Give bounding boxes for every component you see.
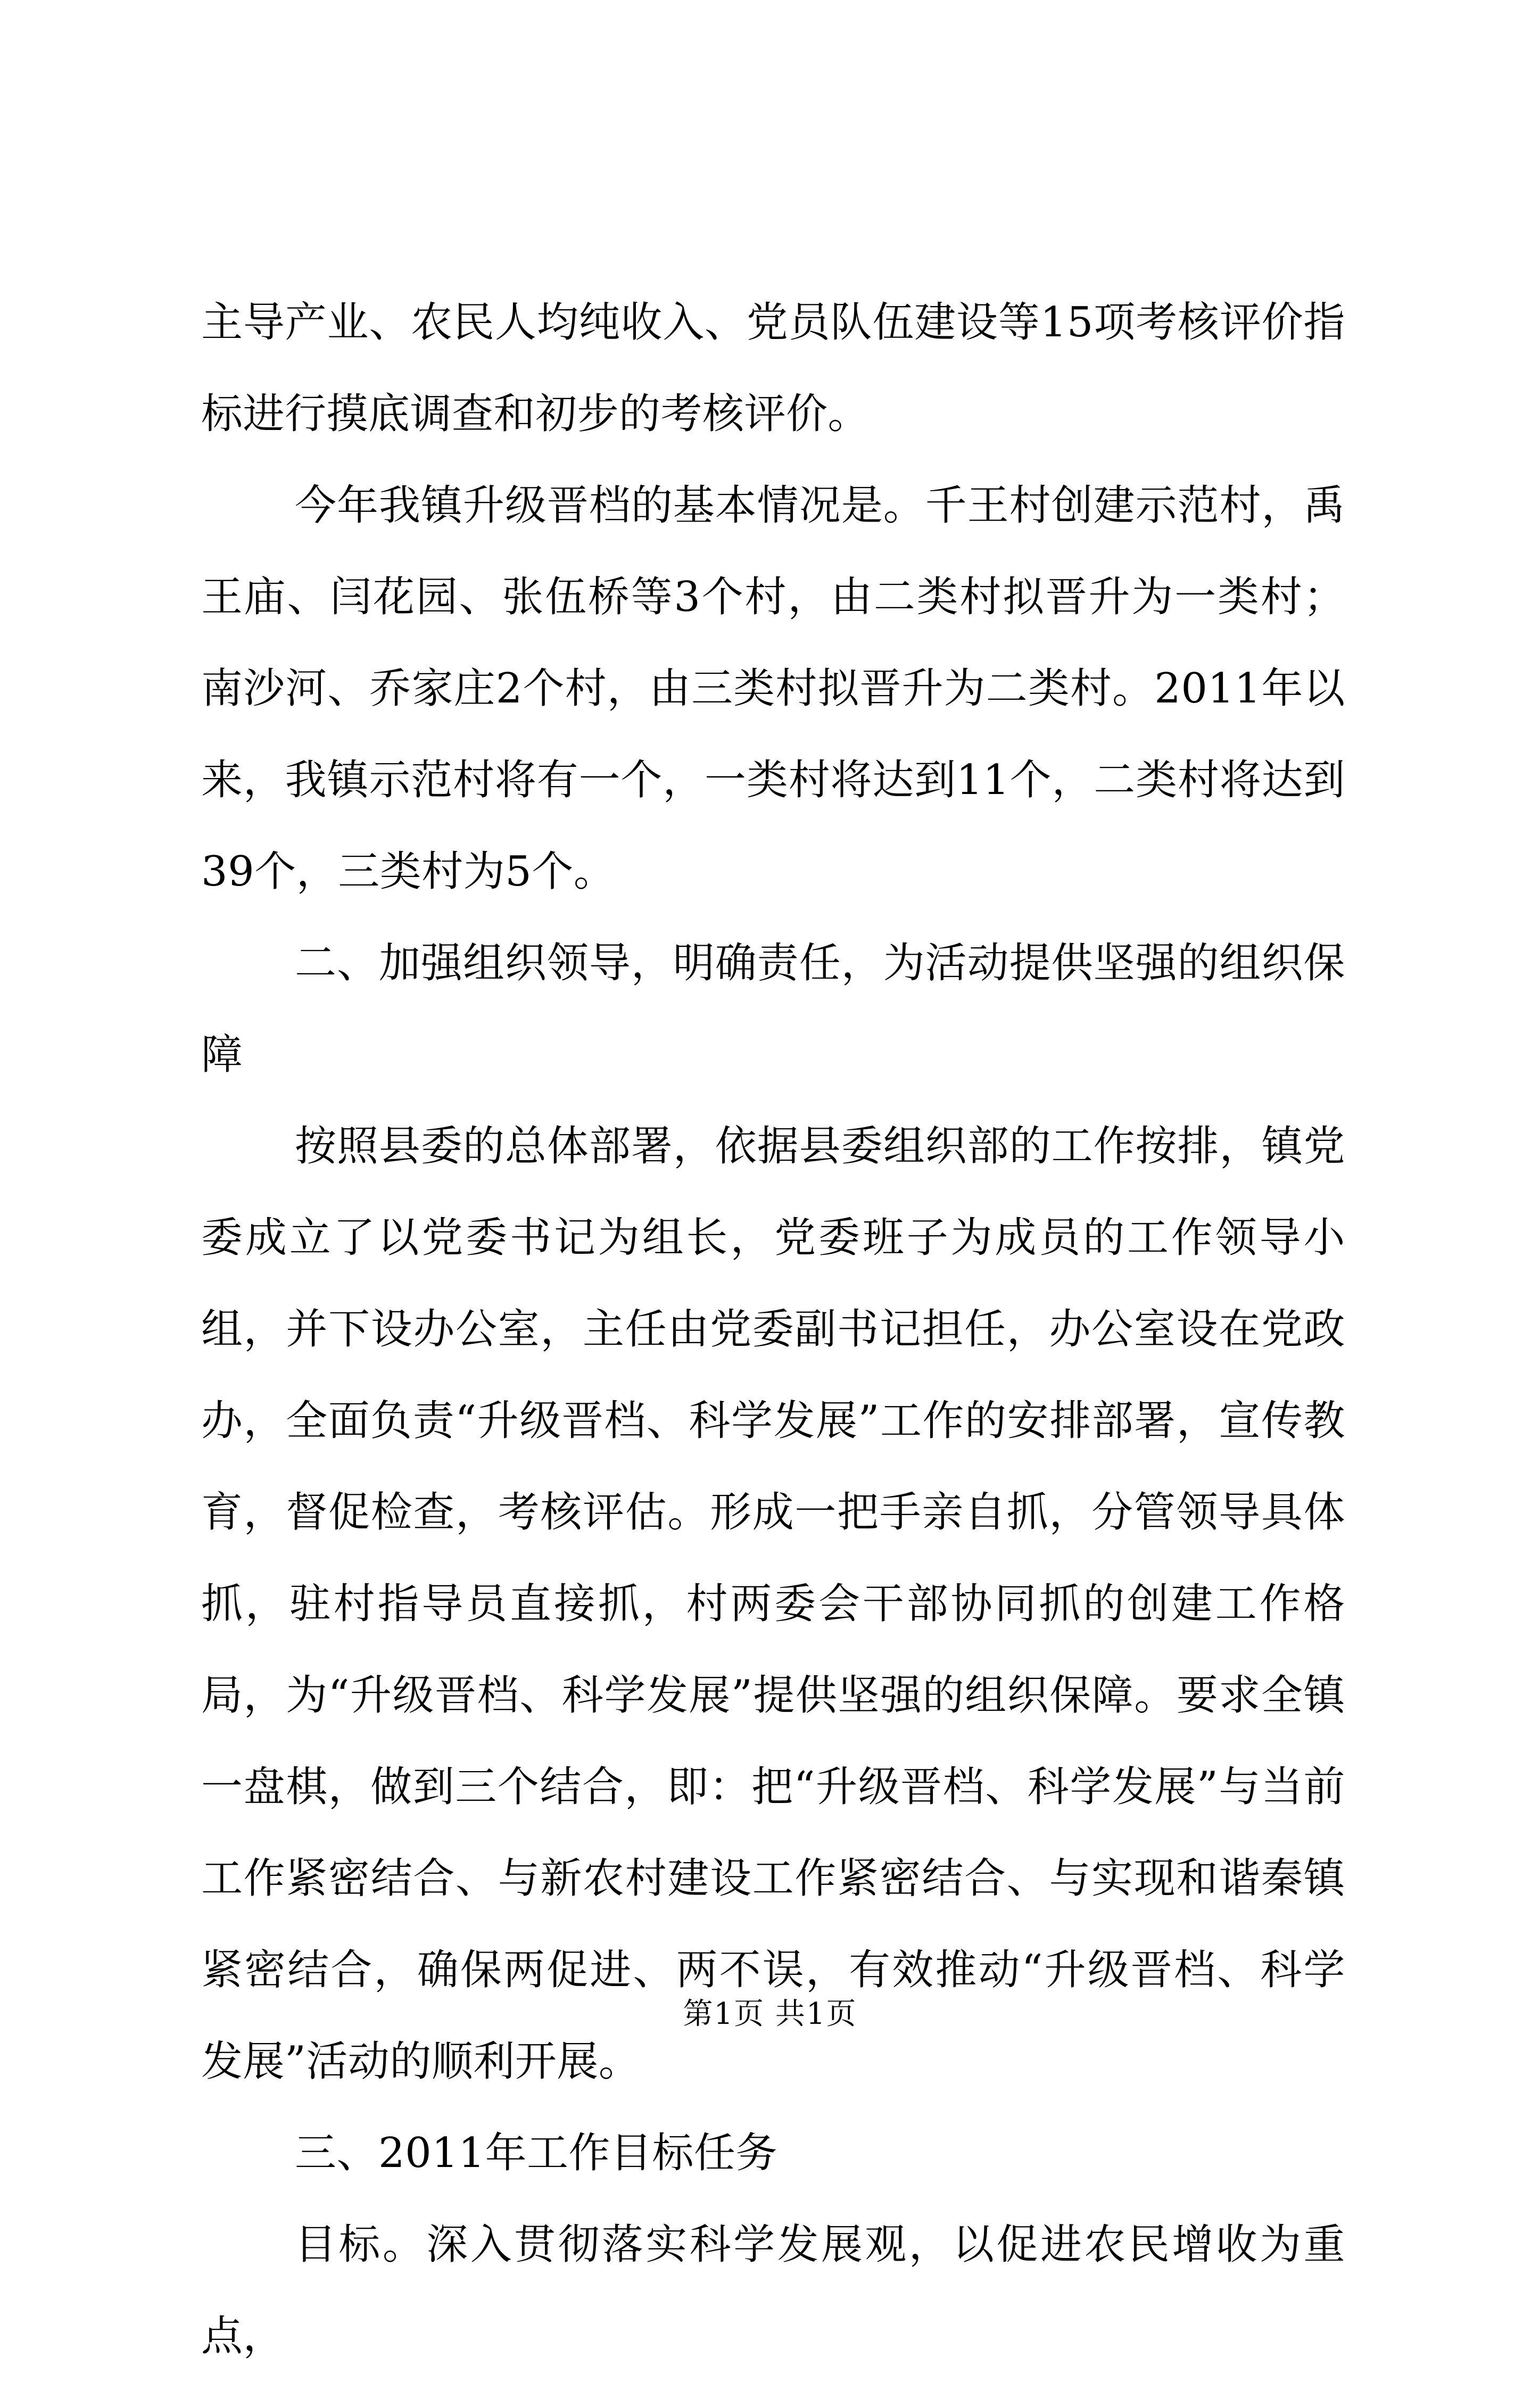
document-body <box>201 277 1345 2382</box>
page-footer: 第1页 共1页 <box>683 1997 857 2031</box>
paragraph-targets: 目标。深入贯彻落实科学发展观，以促进农民增收为重点， <box>201 2221 1345 2360</box>
paragraph-intro-continuation: 主导产业、农民人均纯收入、党员队伍建设等15项考核评价指标进行摸底调查和初步的考核评价。 <box>201 299 1345 438</box>
paragraph-upgrade-status: 今年我镇升级晋档的基本情况是。千王村创建示范村，禹王庙、闫花园、张伍桥等3个村，由二类村拟晋升为一类村；南沙河、乔家庄2个村，由三类村拟晋升为二类村。2011年以来，我镇示范村将有一个，一类村将达到11个，二类村将达到39个，三类村为5个。 <box>201 482 1345 896</box>
section-heading-targets: 三、2011年工作目标任务 <box>295 2129 778 2177</box>
section-heading-leadership: 二、加强组织领导，明确责任，为活动提供坚强的组织保障 <box>201 939 1345 1079</box>
paragraph-leadership: 按照县委的总体部署，依据县委组织部的工作按排，镇党委成立了以党委书记为组长，党委班子为成员的工作领导小组，并下设办公室，主任由党委副书记担任，办公室设在党政办，全面负责“升级晋档、科学发展”工作的安排部署，宣传教育，督促检查，考核评估。形成一把手亲自抓，分管领导具体抓，驻村指导员直接抓，村两委会干部协同抓的创建工作格局，为“升级晋档、科学发展”提供坚强的组织保障。要求全镇一盘棋，做到三个结合，即：把“升级晋档、科学发展”与当前工作紧密结合、与新农村建设工作紧密结合、与实现和谐秦镇紧密结合，确保两促进、两不误，有效推动“升级晋档、科学发展”活动的顺利开展。 <box>201 1122 1345 2086</box>
